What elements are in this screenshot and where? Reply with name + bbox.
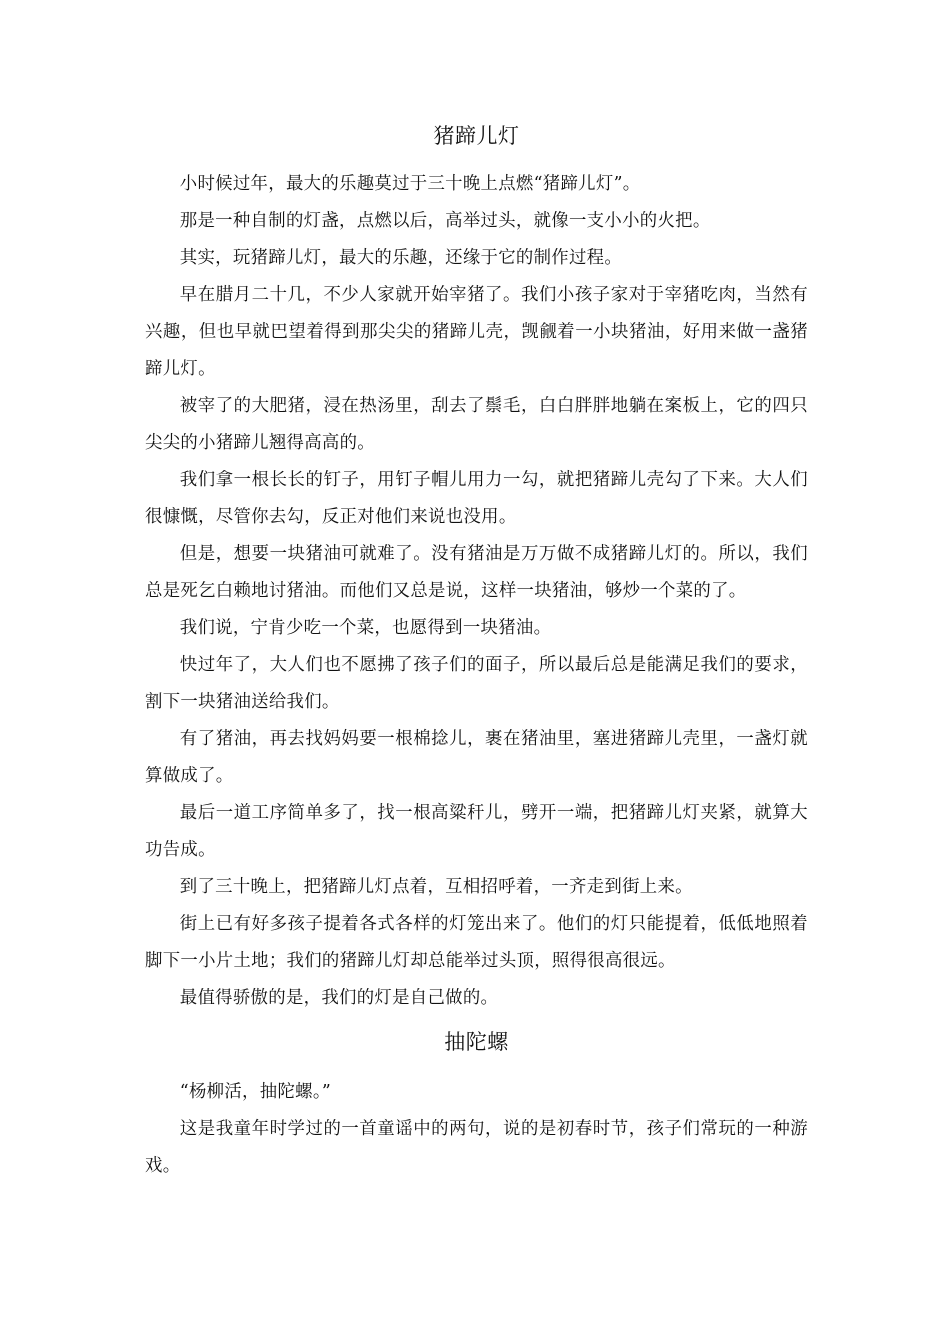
paragraph: 我们说，宁肯少吃一个菜，也愿得到一块猪油。 [179,618,552,638]
paragraph: “杨柳活，抽陀螺。” [179,1082,332,1102]
paragraph: 最值得骄傲的是，我们的灯是自己做的。 [179,988,499,1008]
document-body [145,117,808,1185]
paragraph: 小时候过年，最大的乐趣莫过于三十晚上点燃“猪蹄儿灯”。 [179,174,641,194]
section-title: 猪蹄儿灯 [433,124,520,148]
paragraph: 被宰了的大肥猪，浸在热汤里，刮去了鬃毛，白白胖胖地躺在案板上，它的四只尖尖的小猪蹄儿翘得高高的。 [145,396,808,453]
paragraph: 早在腊月二十几，不少人家就开始宰猪了。我们小孩子家对于宰猪吃肉，当然有兴趣，但也早就巴望着得到那尖尖的猪蹄儿壳，觊觎着一小块猪油，好用来做一盏猪蹄儿灯。 [145,285,808,379]
paragraph: 快过年了，大人们也不愿拂了孩子们的面子，所以最后总是能满足我们的要求，割下一块猪油送给我们。 [145,655,808,712]
paragraph: 我们拿一根长长的钉子，用钉子帽儿用力一勾，就把猪蹄儿壳勾了下来。大人们很慷慨，尽管你去勾，反正对他们来说也没用。 [145,470,808,527]
section-title: 抽陀螺 [444,1030,509,1054]
section-spinning-top [145,1023,808,1185]
paragraph: 但是，想要一块猪油可就难了。没有猪油是万万做不成猪蹄儿灯的。所以，我们总是死乞白赖地讨猪油。而他们又总是说，这样一块猪油，够炒一个菜的了。 [145,544,808,601]
section-pig-trotter-lamp [145,117,808,1017]
paragraph: 街上已有好多孩子提着各式各样的灯笼出来了。他们的灯只能提着，低低地照着脚下一小片土地；我们的猪蹄儿灯却总能举过头顶，照得很高很远。 [145,914,808,971]
paragraph: 那是一种自制的灯盏，点燃以后，高举过头，就像一支小小的火把。 [179,211,711,231]
paragraph: 最后一道工序简单多了，找一根高粱秆儿，劈开一端，把猪蹄儿灯夹紧，就算大功告成。 [145,803,808,860]
paragraph: 到了三十晚上，把猪蹄儿灯点着，互相招呼着，一齐走到街上来。 [179,877,693,897]
paragraph: 这是我童年时学过的一首童谣中的两句，说的是初春时节，孩子们常玩的一种游戏。 [145,1119,808,1176]
paragraph: 其实，玩猪蹄儿灯，最大的乐趣，还缘于它的制作过程。 [179,248,623,268]
paragraph: 有了猪油，再去找妈妈要一根棉捻儿，裹在猪油里，塞进猪蹄儿壳里，一盏灯就算做成了。 [145,729,808,786]
